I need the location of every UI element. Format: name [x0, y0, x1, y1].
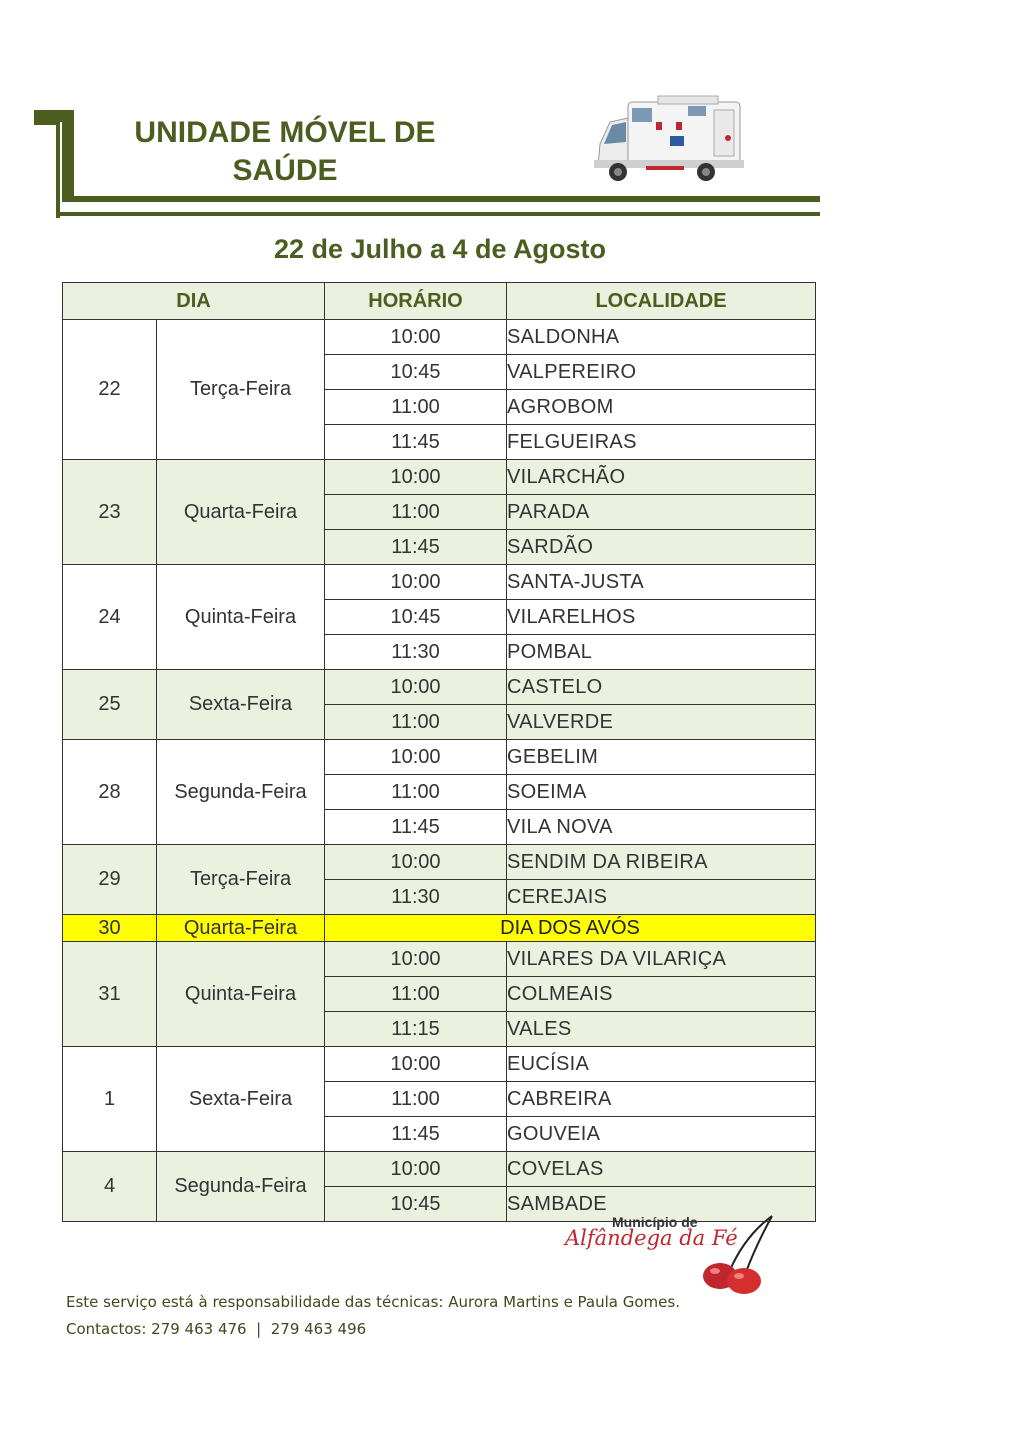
- location-cell: SAMBADE: [507, 1187, 816, 1222]
- location-cell: GEBELIM: [507, 740, 816, 775]
- time-cell: 10:00: [325, 1047, 507, 1082]
- time-cell: 10:45: [325, 1187, 507, 1222]
- weekday: Sexta-Feira: [157, 670, 325, 740]
- location-cell: GOUVEIA: [507, 1117, 816, 1152]
- time-cell: 11:45: [325, 425, 507, 460]
- location-cell: CASTELO: [507, 670, 816, 705]
- weekday: Segunda-Feira: [157, 1152, 325, 1222]
- logo-line-2: Alfândega da Fé: [565, 1226, 738, 1250]
- table-row: [63, 565, 816, 600]
- day-number: 28: [63, 740, 157, 845]
- time-cell: 10:00: [325, 1152, 507, 1187]
- location-cell: VALPEREIRO: [507, 355, 816, 390]
- location-cell: CEREJAIS: [507, 880, 816, 915]
- weekday: Quinta-Feira: [157, 565, 325, 670]
- ambulance-van-icon: [588, 92, 748, 188]
- table-row: [63, 740, 816, 775]
- location-cell: SOEIMA: [507, 775, 816, 810]
- time-cell: 11:45: [325, 810, 507, 845]
- weekday: Quarta-Feira: [157, 460, 325, 565]
- location-cell: VILARES DA VILARIÇA: [507, 942, 816, 977]
- day-number: 30: [63, 915, 157, 942]
- time-cell: 10:45: [325, 355, 507, 390]
- table-row: [63, 1152, 816, 1187]
- time-cell: 11:15: [325, 1012, 507, 1047]
- time-cell: 11:30: [325, 635, 507, 670]
- table-row: [63, 320, 816, 355]
- time-cell: 11:45: [325, 530, 507, 565]
- day-number: 24: [63, 565, 157, 670]
- time-cell: 11:30: [325, 880, 507, 915]
- header-frame-vertical: [62, 110, 74, 202]
- time-cell: 11:00: [325, 775, 507, 810]
- time-cell: 10:00: [325, 670, 507, 705]
- location-cell: SALDONHA: [507, 320, 816, 355]
- day-number: 23: [63, 460, 157, 565]
- logo-line-1: Município de: [612, 1214, 698, 1230]
- location-cell: AGROBOM: [507, 390, 816, 425]
- table-row: [63, 942, 816, 977]
- location-cell: COLMEAIS: [507, 977, 816, 1012]
- location-cell: VILARELHOS: [507, 600, 816, 635]
- time-cell: 10:00: [325, 942, 507, 977]
- weekday: Quarta-Feira: [157, 915, 325, 942]
- location-cell: FELGUEIRAS: [507, 425, 816, 460]
- cherries-icon: [680, 1212, 780, 1297]
- weekday: Terça-Feira: [157, 845, 325, 915]
- location-cell: SENDIM DA RIBEIRA: [507, 845, 816, 880]
- time-cell: 11:45: [325, 1117, 507, 1152]
- day-number: 1: [63, 1047, 157, 1152]
- day-number: 4: [63, 1152, 157, 1222]
- page-title: [100, 114, 470, 190]
- time-cell: 10:00: [325, 320, 507, 355]
- table-row: [63, 845, 816, 880]
- time-cell: 10:00: [325, 460, 507, 495]
- header-horario: HORÁRIO: [325, 283, 507, 320]
- day-number: 29: [63, 845, 157, 915]
- table-row: [63, 1047, 816, 1082]
- day-number: 31: [63, 942, 157, 1047]
- title-line-2: SAÚDE: [232, 154, 338, 187]
- location-cell: VALES: [507, 1012, 816, 1047]
- location-cell: VILARCHÃO: [507, 460, 816, 495]
- location-cell: SANTA-JUSTA: [507, 565, 816, 600]
- weekday: Segunda-Feira: [157, 740, 325, 845]
- header-frame-horizontal: [62, 196, 820, 202]
- time-cell: 10:45: [325, 600, 507, 635]
- location-cell: CABREIRA: [507, 1082, 816, 1117]
- weekday: Sexta-Feira: [157, 1047, 325, 1152]
- time-cell: 11:00: [325, 1082, 507, 1117]
- location-cell: SARDÃO: [507, 530, 816, 565]
- holiday-label: DIA DOS AVÓS: [325, 915, 816, 942]
- footer-contacts: Contactos: 279 463 476 | 279 463 496: [66, 1320, 367, 1338]
- period-subtitle: 22 de Julho a 4 de Agosto: [273, 234, 607, 264]
- table-row: [63, 460, 816, 495]
- time-cell: 11:00: [325, 977, 507, 1012]
- day-number: 25: [63, 670, 157, 740]
- table-row: [63, 670, 816, 705]
- title-line-1: UNIDADE MÓVEL DE: [134, 116, 436, 149]
- header-frame-inner-horizontal: [56, 212, 820, 216]
- location-cell: EUCÍSIA: [507, 1047, 816, 1082]
- day-number: 22: [63, 320, 157, 460]
- location-cell: VALVERDE: [507, 705, 816, 740]
- location-cell: COVELAS: [507, 1152, 816, 1187]
- schedule-table: [62, 282, 816, 1222]
- time-cell: 11:00: [325, 495, 507, 530]
- weekday: Quinta-Feira: [157, 942, 325, 1047]
- weekday: Terça-Feira: [157, 320, 325, 460]
- time-cell: 10:00: [325, 845, 507, 880]
- footer-responsibility: Este serviço está à responsabilidade das técnicas: Aurora Martins e Paula Gomes.: [66, 1293, 680, 1311]
- header-frame-cap: [34, 122, 60, 125]
- location-cell: PARADA: [507, 495, 816, 530]
- time-cell: 10:00: [325, 565, 507, 600]
- table-header-row: [63, 283, 816, 320]
- time-cell: 11:00: [325, 390, 507, 425]
- header-localidade: LOCALIDADE: [507, 283, 816, 320]
- time-cell: 11:00: [325, 705, 507, 740]
- table-row-holiday: [63, 915, 816, 942]
- location-cell: VILA NOVA: [507, 810, 816, 845]
- header-dia: DIA: [63, 283, 325, 320]
- header-frame-inner-vertical: [56, 124, 60, 218]
- municipality-logo: [560, 1212, 780, 1297]
- location-cell: POMBAL: [507, 635, 816, 670]
- time-cell: 10:00: [325, 740, 507, 775]
